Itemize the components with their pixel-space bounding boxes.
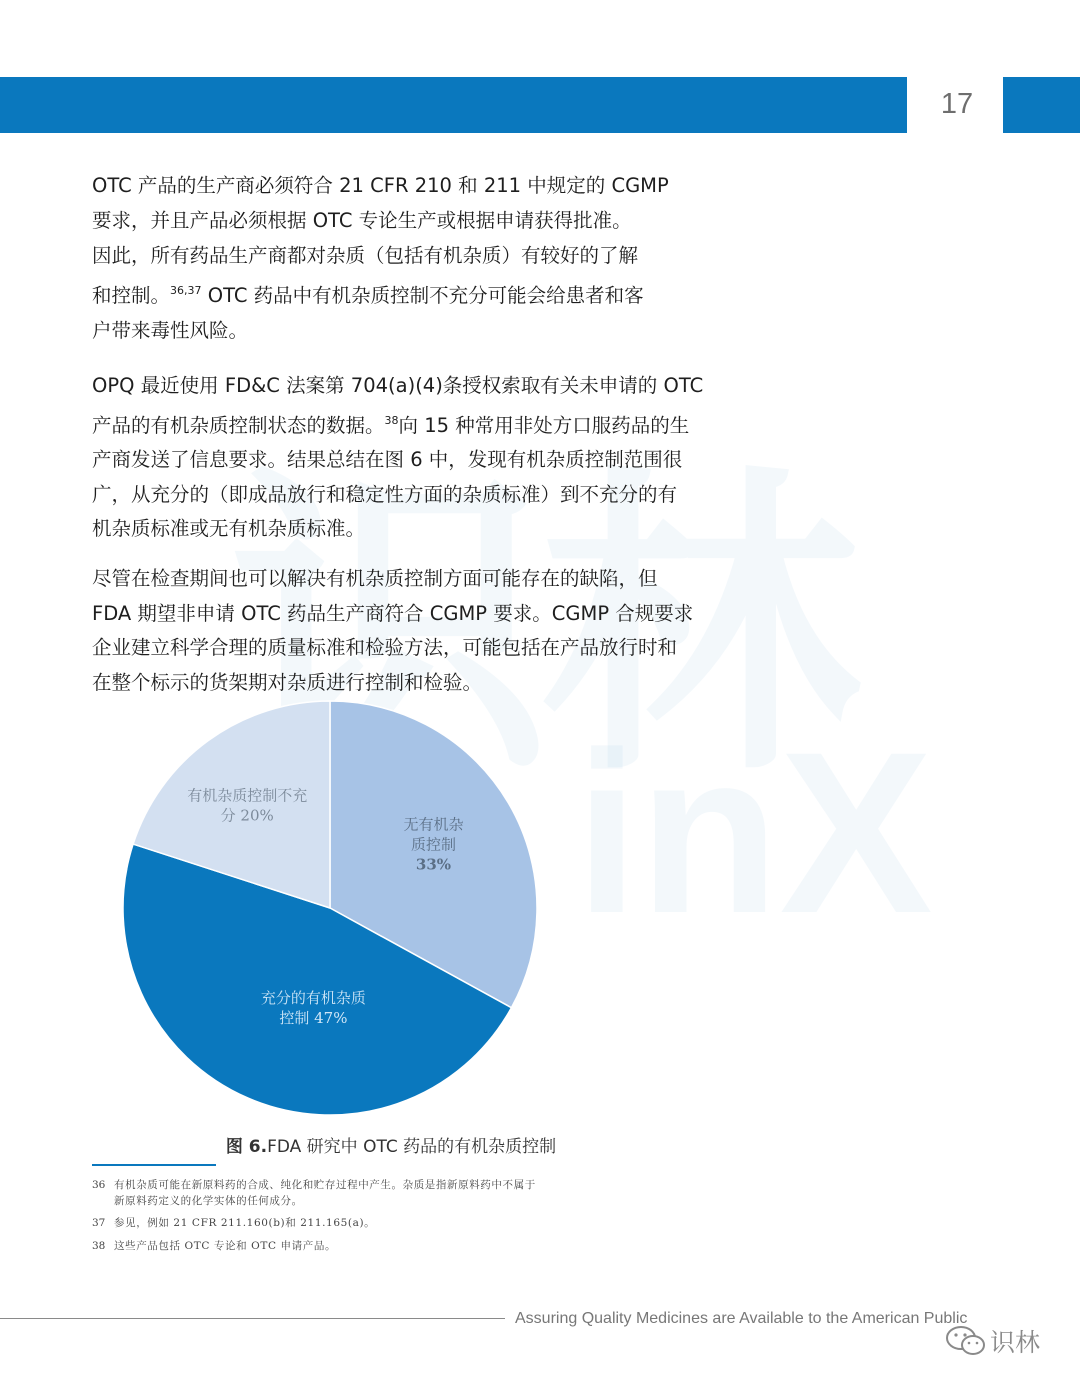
pie-slice-label: 充分的有机杂质 <box>260 989 366 1008</box>
paragraph-1 <box>92 168 682 348</box>
footnote-37 <box>92 1215 652 1231</box>
text-line: 产商发送了信息要求。结果总结在图 6 中，发现有机杂质控制范围很 <box>92 448 683 471</box>
pie-slice-label: 分 20% <box>220 806 274 825</box>
text-line: 机杂质标准或无有机杂质标准。 <box>92 517 366 540</box>
text-line: 尽管在检查期间也可以解决有机杂质控制方面可能存在的缺陷，但 <box>92 567 658 590</box>
footnote-38 <box>92 1238 652 1254</box>
footer-text: Assuring Quality Medicines are Available to the American Public <box>515 1310 968 1327</box>
text-line: FDA 期望非申请 OTC 药品生产商符合 CGMP 要求。CGMP 合规要求 <box>92 601 694 625</box>
text-line: 因此，所有药品生产商都对杂质（包括有机杂质）有较好的了解 <box>92 244 639 267</box>
footnote-text: 这些产品包括 OTC 专论和 OTC 申请产品。 <box>114 1240 337 1252</box>
caption-prefix: 图 6. <box>225 1137 268 1157</box>
pie-slice-label: 控制 47% <box>279 1009 348 1028</box>
logo-text: 识林 <box>990 1328 1041 1357</box>
pie-chart <box>120 700 540 1115</box>
header-bar <box>0 77 907 133</box>
text-segment: 和控制。 <box>92 284 171 307</box>
text-line: 在整个标示的货架期对杂质进行控制和检验。 <box>92 670 483 694</box>
footnote-text <box>114 1177 634 1209</box>
footnote-text: 参见，例如 21 CFR 211.160(b)和 211.165(a)。 <box>114 1217 376 1229</box>
footnote-line: 新原料药定义的化学实体的任何成分。 <box>114 1195 303 1207</box>
watermark-en <box>575 700 933 965</box>
text-segment: OTC 药品中有机杂质控制不充分可能会给患者和客 <box>201 284 644 307</box>
text-line: 户带来毒性风险。 <box>92 319 249 342</box>
footnote-divider <box>92 1164 216 1166</box>
caption-text: FDA 研究中 OTC 药品的有机杂质控制 <box>267 1137 557 1157</box>
footnote-line: 有机杂质可能在新原料药的合成、纯化和贮存过程中产生。杂质是指新原料药中不属于 <box>114 1179 536 1191</box>
pie-slice-label: 有机杂质控制不充 <box>187 786 308 805</box>
header-bar-right <box>1003 77 1080 133</box>
footer-divider <box>0 1318 505 1319</box>
footnote-ref: 38 <box>384 413 399 427</box>
text-line: OPQ 最近使用 FD&C 法案第 704(a)(4)条授权索取有关未申请的 OTC <box>92 374 704 397</box>
footnote-number: 36 <box>92 1179 106 1191</box>
text-line: 要求，并且产品必须根据 OTC 专论生产或根据申请获得批准。 <box>92 209 632 232</box>
paragraph-2 <box>92 369 704 547</box>
text-segment: 向 15 种常用非处方口服药品的生 <box>398 413 690 437</box>
footnote-ref: 36,37 <box>170 284 202 297</box>
footnote-number: 37 <box>92 1217 106 1229</box>
wechat-logo <box>944 1323 1040 1359</box>
paragraph-3 <box>92 562 694 700</box>
text-line: OTC 产品的生产商必须符合 21 CFR 210 和 211 中规定的 CGMP <box>92 174 669 197</box>
text-line: 企业建立科学合理的质量标准和检验方法，可能包括在产品放行时和 <box>92 636 678 659</box>
text-line <box>92 404 690 444</box>
text-segment: 产品的有机杂质控制状态的数据。 <box>92 413 385 437</box>
footnote-number: 38 <box>92 1240 106 1252</box>
page-number: 17 <box>940 88 974 120</box>
pie-slice-label: 33% <box>415 855 452 874</box>
wechat-icon <box>944 1324 988 1358</box>
pie-slice-label: 无有机杂 <box>403 815 464 834</box>
text-line <box>92 273 682 313</box>
footnote-36 <box>92 1177 652 1209</box>
text-line: 广，从充分的（即成品放行和稳定性方面的杂质标准）到不充分的有 <box>92 482 678 506</box>
pie-slice-label: 质控制 <box>410 835 457 854</box>
figure-caption <box>0 1132 782 1157</box>
